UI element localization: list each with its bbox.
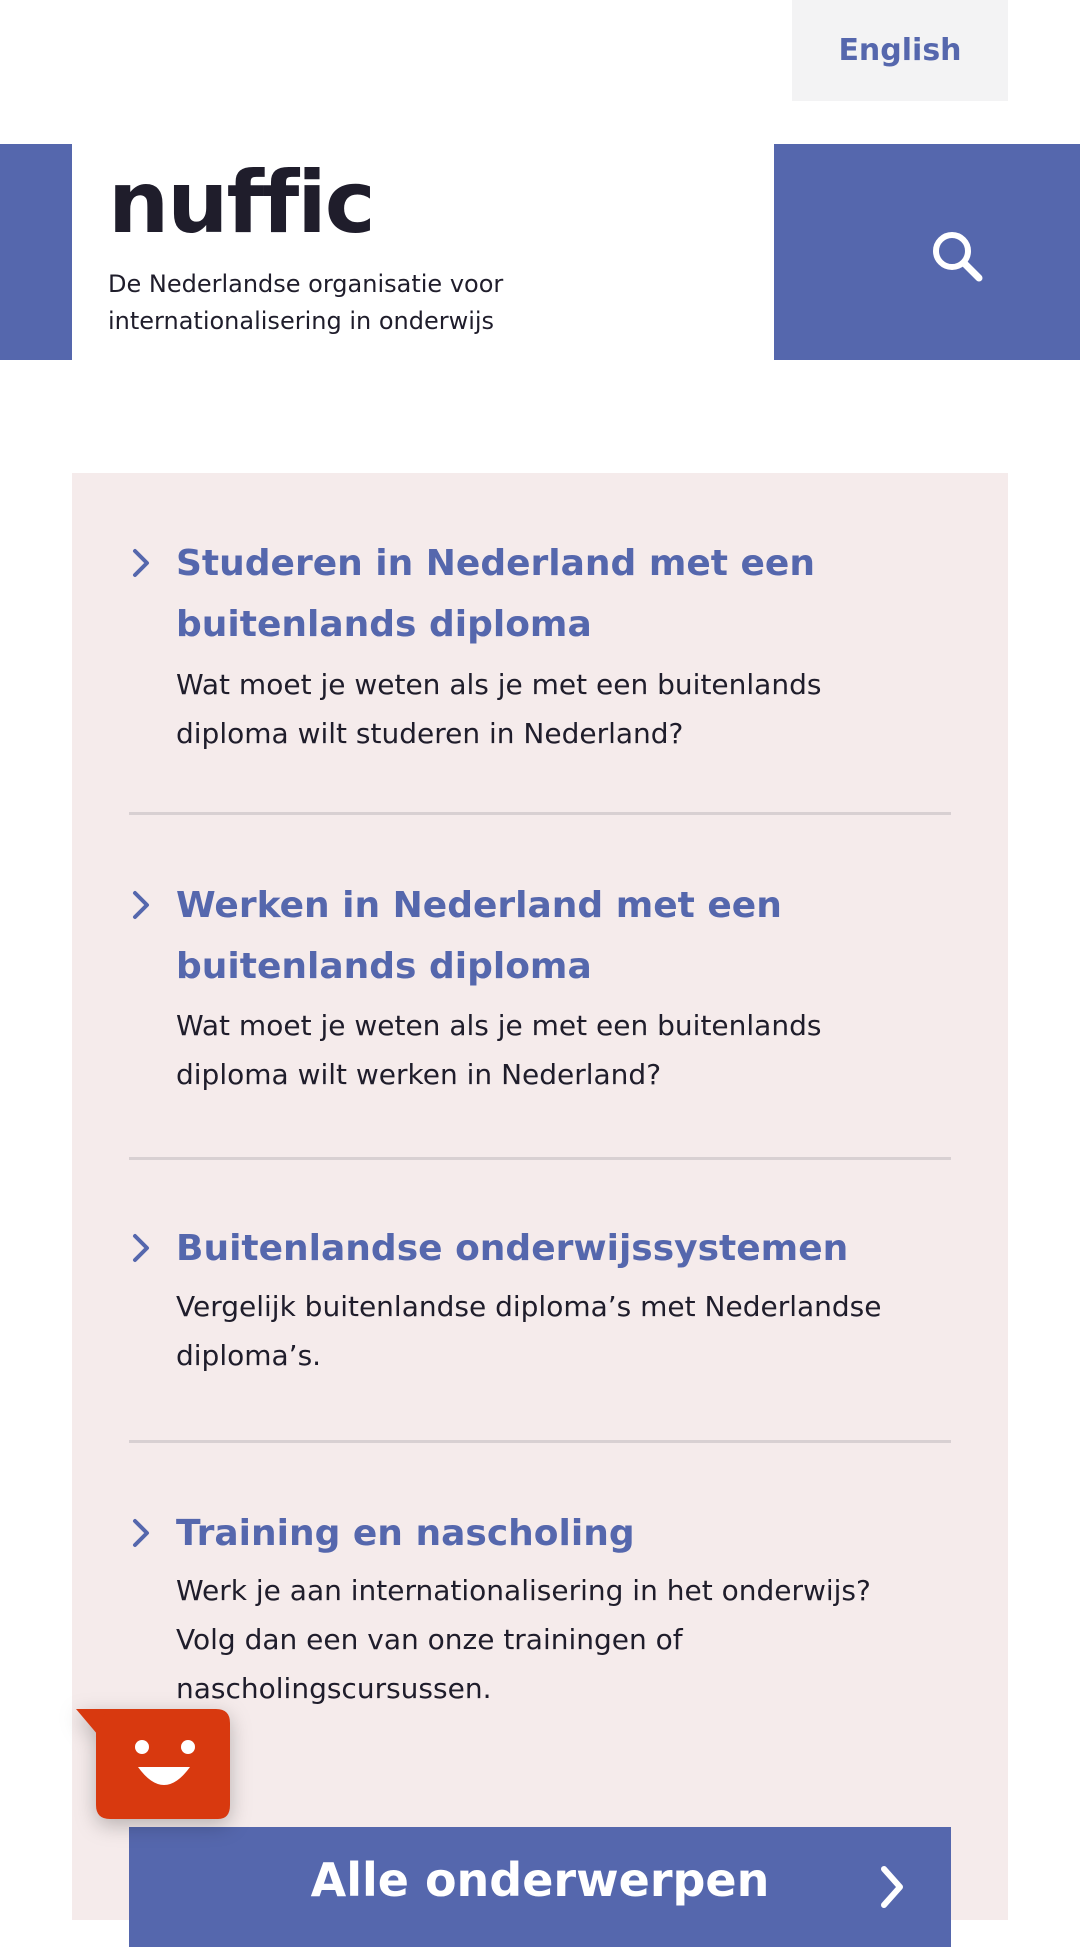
topic-item-onderwijssystemen[interactable] (129, 1218, 951, 1378)
chat-smiley-icon (76, 1707, 232, 1821)
topic-description: Vergelijk buitenlandse diploma’s met Nederlandse diploma’s. (176, 1290, 882, 1372)
chevron-right-icon (129, 887, 153, 923)
chat-button[interactable] (76, 1707, 232, 1821)
topic-title: Werken in Nederland met een buitenlands diploma (176, 885, 782, 987)
logo-tagline: De Nederlandse organisatie voor internationalisering in onderwijs (108, 270, 504, 335)
chevron-right-icon (129, 545, 153, 581)
topic-item-studeren[interactable] (129, 533, 951, 750)
topic-description: Wat moet je weten als je met een buitenlands diploma wilt studeren in Nederland? (176, 668, 822, 750)
topic-description: Wat moet je weten als je met een buitenlands diploma wilt werken in Nederland? (176, 1009, 822, 1091)
topic-title: Studeren in Nederland met een buitenlands diploma (176, 543, 815, 645)
topic-item-werken[interactable] (129, 875, 951, 1091)
topic-title: Training en nascholing (176, 1513, 635, 1554)
topic-item-training[interactable] (129, 1503, 951, 1713)
language-switch-label: English (838, 33, 962, 68)
logo-link[interactable] (72, 144, 774, 360)
chevron-right-icon (877, 1863, 907, 1911)
topic-description: Werk je aan internationalisering in het onderwijs? Volg dan een van onze trainingen of nascholingscursussen. (176, 1574, 871, 1705)
language-switch-button[interactable] (792, 0, 1008, 101)
divider (129, 1440, 951, 1443)
topic-title: Buitenlandse onderwijssystemen (176, 1228, 849, 1269)
header-accent-bar (0, 144, 72, 360)
search-button[interactable] (774, 144, 1080, 360)
divider (129, 812, 951, 815)
chevron-right-icon (129, 1515, 153, 1551)
divider (129, 1157, 951, 1160)
all-topics-label: Alle onderwerpen (310, 1853, 770, 1907)
logo-wordmark: nuffic (108, 153, 374, 253)
search-icon (929, 228, 985, 284)
chevron-right-icon (129, 1230, 153, 1266)
all-topics-button[interactable] (129, 1827, 951, 1947)
topics-panel (72, 473, 1008, 1920)
